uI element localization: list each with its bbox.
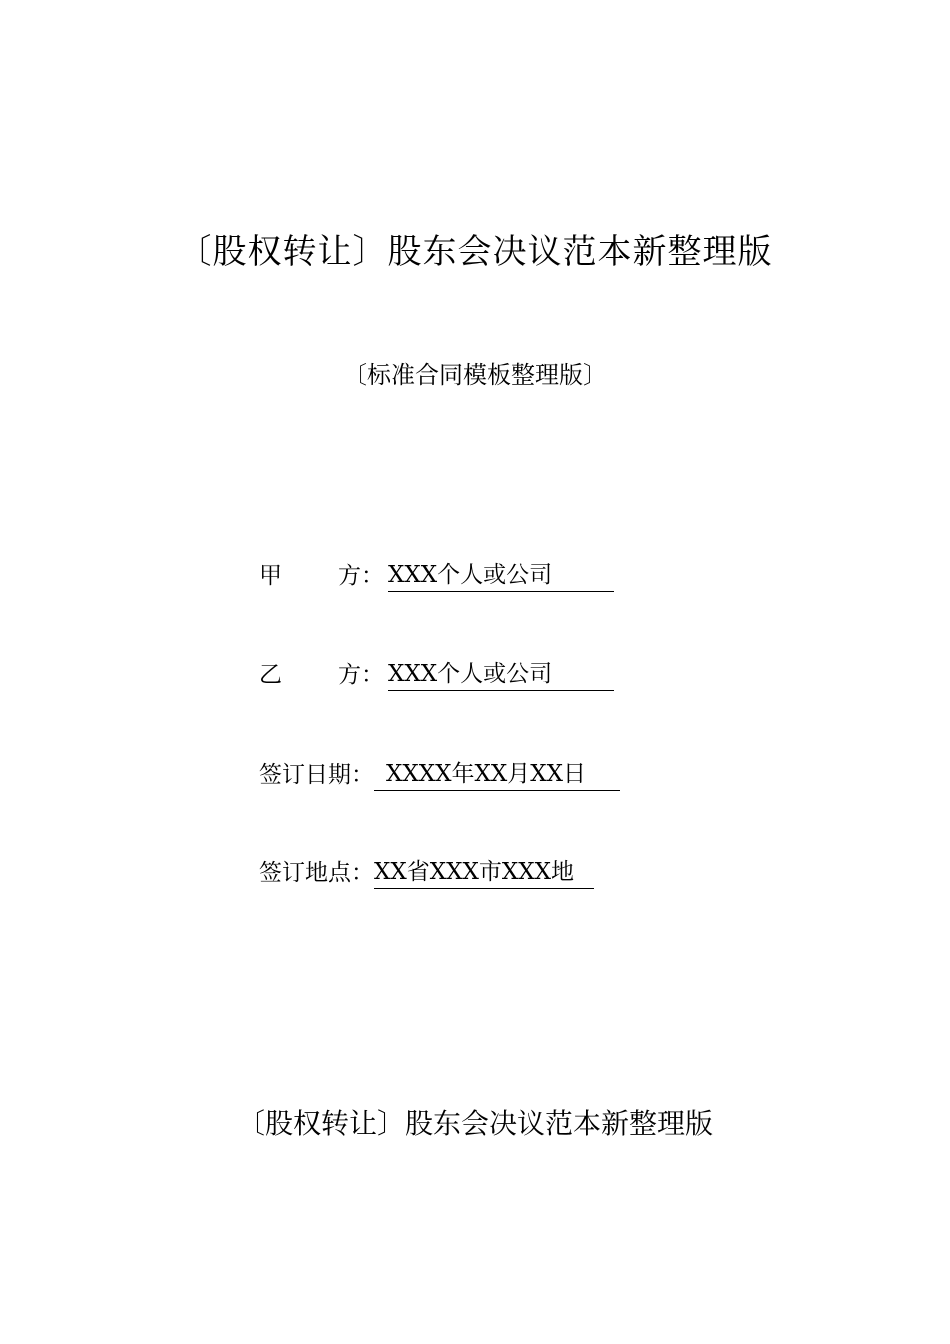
signing-place-value: XX省XXX市XXX地: [374, 856, 594, 889]
signing-date-label: 签订日期：: [259, 762, 374, 788]
party-a-value: XXX个人或公司: [388, 559, 614, 592]
party-b-label-char1: 乙: [259, 662, 282, 688]
party-b-label-char2: 方：: [338, 662, 384, 688]
document-title: 〔股权转让〕股东会决议范本新整理版: [177, 232, 773, 272]
party-a-label-char2: 方：: [338, 563, 384, 589]
party-a-field: [259, 559, 614, 593]
signing-date-field: [259, 758, 620, 792]
footer-title: 〔股权转让〕股东会决议范本新整理版: [236, 1107, 713, 1140]
party-a-label-char1: 甲: [259, 563, 282, 589]
signing-place-label: 签订地点：: [259, 860, 374, 886]
signing-date-value: XXXX年XX月XX日: [374, 758, 620, 791]
document-subtitle: 〔标准合同模板整理版〕: [343, 361, 607, 389]
party-b-field: [259, 658, 614, 692]
party-b-value: XXX个人或公司: [388, 658, 614, 691]
signing-place-field: [259, 856, 594, 890]
